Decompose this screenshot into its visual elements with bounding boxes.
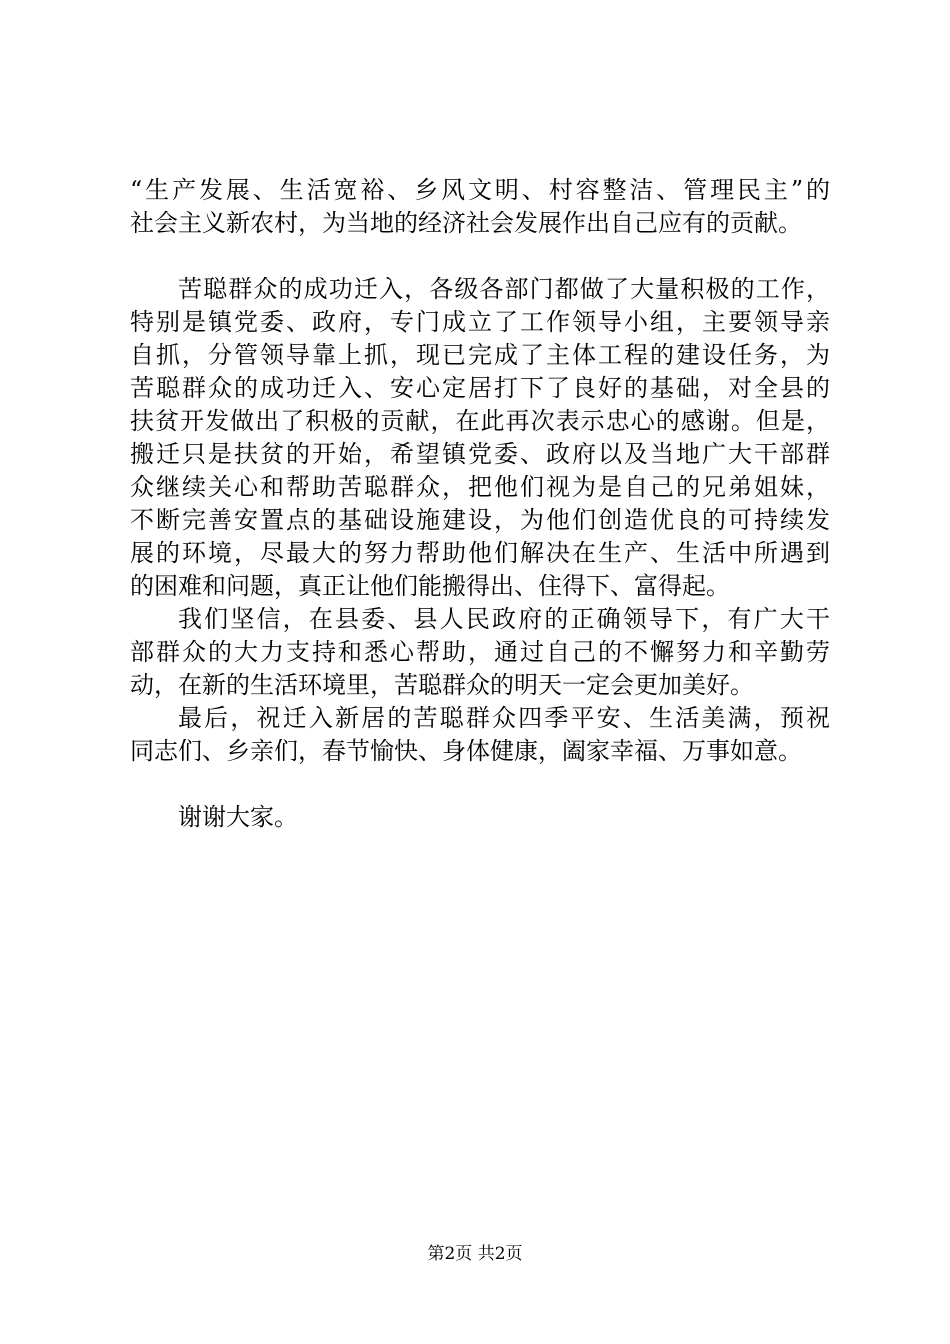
text-line: 社会主义新农村，为当地的经济社会发展作出自己应有的贡献。 — [130, 209, 802, 237]
closing-line: 谢谢大家。 — [178, 803, 298, 831]
text-line: 苦聪群众的成功迁入、安心定居打下了良好的基础，对全县的 — [130, 374, 830, 402]
document-body — [130, 174, 830, 834]
text-line: “生产发展、生活宽裕、乡风文明、村容整洁、管理民主”的 — [130, 176, 830, 204]
text-line: 自抓，分管领导靠上抓，现已完成了主体工程的建设任务，为 — [130, 341, 830, 369]
paragraph-gap — [130, 240, 830, 273]
text-line: 众继续关心和帮助苦聪群众，把他们视为是自己的兄弟姐妹， — [130, 473, 830, 501]
text-line: 特别是镇党委、政府，专门成立了工作领导小组，主要领导亲 — [130, 308, 830, 336]
text-line: 的困难和问题，真正让他们能搬得出、住得下、富得起。 — [130, 572, 730, 600]
text-line: 展的环境，尽最大的努力帮助他们解决在生产、生活中所遇到 — [130, 539, 830, 567]
text-line: 搬迁只是扶贫的开始，希望镇党委、政府以及当地广大干部群 — [130, 440, 830, 468]
text-line: 苦聪群众的成功迁入，各级各部门都做了大量积极的工作， — [178, 275, 830, 303]
paragraph-gap — [130, 768, 830, 801]
page-number-footer: 第2页 共2页 — [427, 1244, 523, 1264]
text-line: 动，在新的生活环境里，苦聪群众的明天一定会更加美好。 — [130, 671, 754, 699]
text-line: 最后，祝迁入新居的苦聪群众四季平安、生活美满，预祝 — [178, 704, 830, 732]
text-line: 我们坚信，在县委、县人民政府的正确领导下，有广大干 — [178, 605, 830, 633]
text-line: 同志们、乡亲们，春节愉快、身体健康，阖家幸福、万事如意。 — [130, 737, 802, 765]
text-line: 不断完善安置点的基础设施建设，为他们创造优良的可持续发 — [130, 506, 830, 534]
text-line: 部群众的大力支持和悉心帮助，通过自己的不懈努力和辛勤劳 — [130, 638, 830, 666]
text-line: 扶贫开发做出了积极的贡献，在此再次表示忠心的感谢。但是， — [130, 407, 830, 435]
